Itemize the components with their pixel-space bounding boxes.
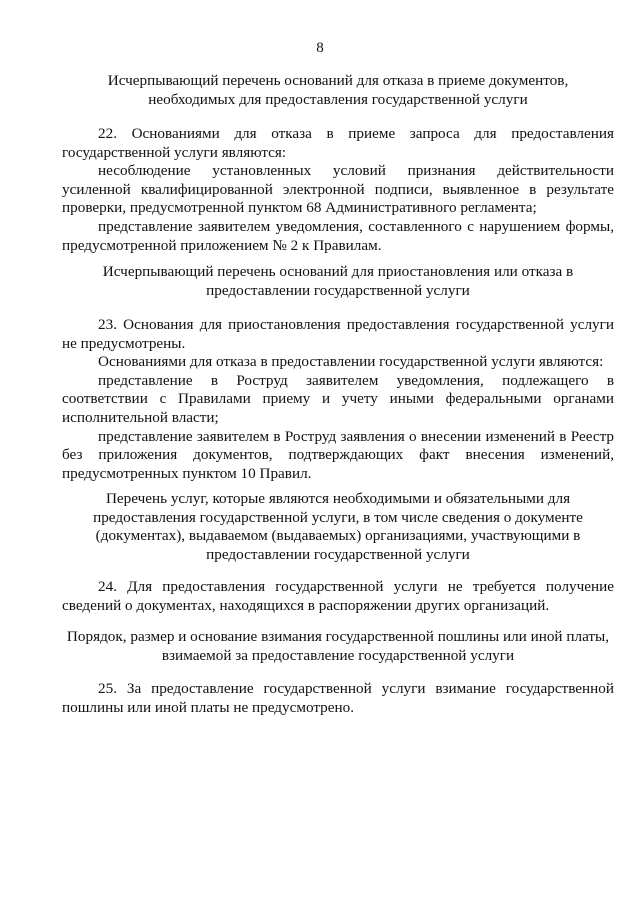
section-body-25 xyxy=(62,680,614,717)
paragraph-item: представление заявителем уведомления, составленного с нарушением формы, предусмотренной приложением № 2 к Правилам. xyxy=(62,217,614,254)
heading-line: Порядок, размер и основание взимания государственной пошлины или иной платы, xyxy=(66,628,610,645)
paragraph-23: 23. Основания для приостановления предоставления государственной услуги не предусмотрены. xyxy=(62,316,614,352)
section-heading-document-refusal xyxy=(62,72,614,109)
section-body-22 xyxy=(62,125,614,255)
section-body-24 xyxy=(62,578,614,615)
section-heading-suspension-refusal xyxy=(62,263,614,300)
paragraph-item: несоблюдение установленных условий признания действительности усиленной квалифицированной электронной подписи, выявленное в результате проверки, предусмотренной пунктом 68 Административного регламента; xyxy=(62,162,614,217)
paragraph-item: Основаниями для отказа в предоставлении государственной услуги являются: xyxy=(98,353,604,371)
page-number: 8 xyxy=(316,40,324,56)
section-heading-state-fee xyxy=(62,628,614,665)
heading-line: Перечень услуг, которые являются необходимыми и обязательными для xyxy=(105,490,571,507)
paragraph-25: 25. За предоставление государственной услуги взимание государственной пошлины или иной платы не предусмотрено. xyxy=(62,680,614,716)
heading-line: взимаемой за предоставление государственной услуги xyxy=(161,646,515,664)
section-heading-required-services xyxy=(62,490,614,564)
section-body-23 xyxy=(62,316,614,483)
heading-line: предоставлении государственной услуги xyxy=(206,281,470,299)
heading-line: Исчерпывающий перечень оснований для отказа в приеме документов, xyxy=(107,72,569,89)
heading-line: предоставлении государственной услуги xyxy=(206,545,470,563)
paragraph-item: представление в Роструд заявителем уведомления, подлежащего в соответствии с Правилами приему и учету иными федеральными органами исполнительной власти; xyxy=(62,371,614,426)
heading-line: (документах), выдаваемом (выдаваемых) организациями, участвующими в xyxy=(95,527,581,545)
paragraph-22: 22. Основаниями для отказа в приеме запроса для предоставления государственной услуги являются: xyxy=(62,125,614,161)
paragraph-24: 24. Для предоставления государственной услуги не требуется получение сведений о документах, находящихся в распоряжении других организаций. xyxy=(62,578,614,614)
heading-line: Исчерпывающий перечень оснований для приостановления или отказа в xyxy=(102,263,574,280)
heading-line: необходимых для предоставления государственной услуги xyxy=(148,90,528,108)
paragraph-item: представление заявителем в Роструд заявления о внесении изменений в Реестр без приложения документов, подтверждающих факт внесения изменений, предусмотренных пунктом 10 Правил. xyxy=(62,427,614,482)
heading-line: предоставления государственной услуги, в том числе сведения о документе xyxy=(93,508,583,526)
